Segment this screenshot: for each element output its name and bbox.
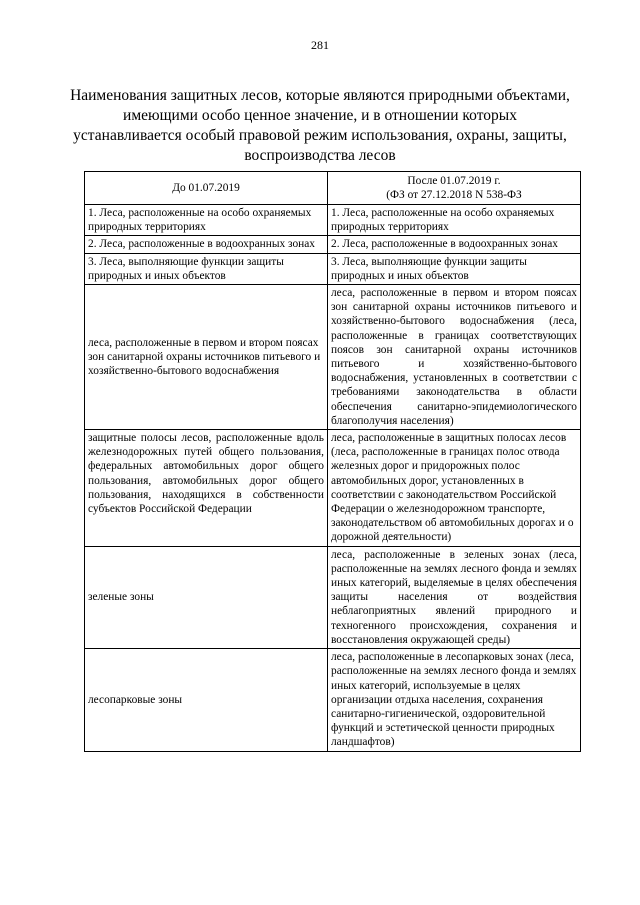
table-row [85,430,581,547]
header-after [328,172,581,205]
cell-before: 1. Леса, расположенные на особо охраняемых природных территориях [85,205,328,236]
header-after-line2: (ФЗ от 27.12.2018 N 538-ФЗ [386,189,522,201]
table-row [85,546,581,648]
table-row [85,253,581,284]
table-row [85,205,581,236]
header-before: До 01.07.2019 [85,172,328,205]
cell-after: леса, расположенные в первом и втором поясах зон санитарной охраны источников питьевого и хозяйственно-бытового водоснабжения (леса, расположенные в границах соответствующих поясов зон санитарной охраны источников питьевого и хозяйственно-бытового водоснабжения, установленных в соответствии с требованиями законодательства в области обеспечения санитарно-эпидемиологического благополучия населения) [328,285,581,430]
table-header-row [85,172,581,205]
cell-after: 2. Леса, расположенные в водоохранных зонах [328,236,581,253]
table-row [85,649,581,751]
page-number: 281 [311,38,329,52]
cell-after: леса, расположенные в зеленых зонах (леса, расположенные на землях лесного фонда и землях иных категорий, выделяемые в целях обеспечения защиты населения от воздействия неблагоприятных явлений природного и техногенного происхождения, сохранения и восстановления окружающей среды) [328,546,581,648]
cell-before: лесопарковые зоны [85,649,328,751]
table-row [85,236,581,253]
cell-before: 2. Леса, расположенные в водоохранных зонах [85,236,328,253]
cell-before: защитные полосы лесов, расположенные вдоль железнодорожных путей общего пользования, федеральных автомобильных дорог общего пользования, автомобильных дорог общего пользования, находящихся в собственности субъектов Российской Федерации [85,430,328,547]
header-after-line1: После 01.07.2019 г. [407,174,501,187]
cell-after: леса, расположенные в защитных полосах лесов (леса, расположенные в границах полос отвода железных дорог и придорожных полос автомобильных дорог, установленных в соответствии с законодательством Российской Федерации о железнодорожном транспорте, законодательством об автомобильных дорогах и о дорожной деятельности) [328,430,581,547]
cell-before: зеленые зоны [85,546,328,648]
document-title: Наименования защитных лесов, которые являются природными объектами, имеющими особо ценное значение, и в отношении которых устанавливается особый правовой режим использования, охраны, защиты, воспроизводства лесов [70,87,570,164]
table-row [85,285,581,430]
cell-before: 3. Леса, выполняющие функции защиты природных и иных объектов [85,253,328,284]
cell-after: 1. Леса, расположенные на особо охраняемых природных территориях [328,205,581,236]
cell-after: леса, расположенные в лесопарковых зонах (леса, расположенные на землях лесного фонда и землях иных категорий, используемые в целях организации отдыха населения, сохранения санитарно-гигиенической, оздоровительной функций и эстетической ценности природных ландшафтов) [328,649,581,751]
cell-after: 3. Леса, выполняющие функции защиты природных и иных объектов [328,253,581,284]
cell-before: леса, расположенные в первом и втором поясах зон санитарной охраны источников питьевого и хозяйственно-бытового водоснабжения [85,285,328,430]
comparison-table [84,171,581,752]
